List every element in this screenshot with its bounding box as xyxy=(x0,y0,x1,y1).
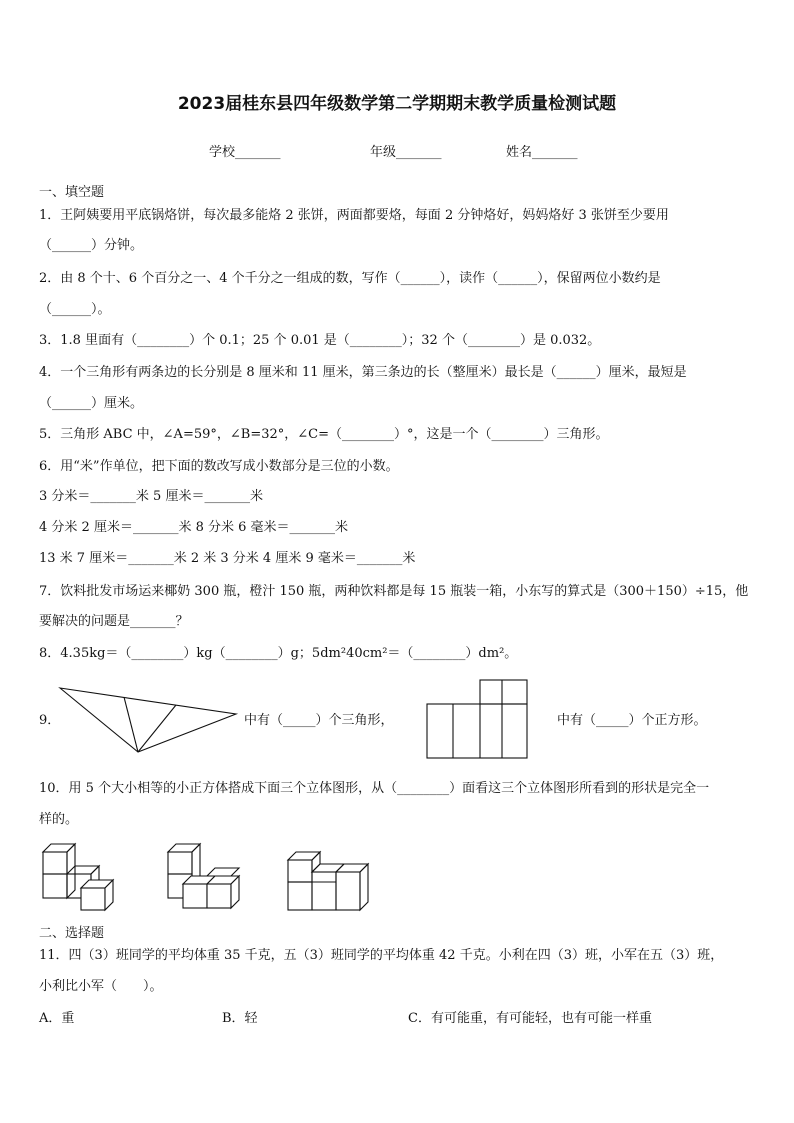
question-5: 5．三角形 ABC 中，∠A=59°，∠B=32°，∠C=（________）°，这是一个（________）三角形。 xyxy=(39,427,609,442)
question-4-line-1: 4．一个三角形有两条边的长分别是 8 厘米和 11 厘米，第三条边的长（整厘米）最长是（______）厘米，最短是 xyxy=(39,365,687,380)
question-9-triangles-text: 中有（_____）个三角形， xyxy=(244,713,394,728)
cube-figure-3 xyxy=(285,848,380,914)
page-title: 2023届桂东县四年级数学第二学期期末教学质量检测试题 xyxy=(177,94,617,114)
question-6-line-1: 6．用“米”作单位，把下面的数改写成小数部分是三位的小数。 xyxy=(39,459,399,474)
cube-figure-2 xyxy=(165,840,260,912)
option-a: A．重 xyxy=(39,1011,75,1026)
grade-field: 年级_______ xyxy=(370,145,442,160)
school-field: 学校_______ xyxy=(209,145,281,160)
question-3: 3．1.8 里面有（________）个 0.1；25 个 0.01 是（________）；32 个（________）是 0.032。 xyxy=(39,333,601,348)
question-9-number: 9． xyxy=(39,713,61,728)
question-2-line-1: 2．由 8 个十、6 个百分之一、4 个千分之一组成的数，写作（______），读作（______），保留两位小数约是 xyxy=(39,271,661,286)
section-multiple-choice: 二、选择题 xyxy=(39,926,105,941)
triangle-figure xyxy=(58,686,238,756)
question-6-row-2: 4 分米 2 厘米＝_______米 8 分米 6 毫米＝_______米 xyxy=(39,520,349,535)
cube-figure-1 xyxy=(40,840,135,912)
question-1-line-2: （______）分钟。 xyxy=(39,238,144,253)
question-6-row-1: 3 分米＝_______米 5 厘米＝_______米 xyxy=(39,489,263,504)
question-8: 8．4.35kg＝（________）kg（________）g；5dm²40cm²＝（________）dm²。 xyxy=(39,646,518,661)
question-4-line-2: （______）厘米。 xyxy=(39,396,144,411)
question-9-squares-text: 中有（_____）个正方形。 xyxy=(557,713,707,728)
question-10-line-1: 10．用 5 个大小相等的小正方体搭成下面三个立体图形，从（________）面看这三个立体图形所看到的形状是完全一 xyxy=(39,781,710,796)
option-b: B．轻 xyxy=(222,1011,258,1026)
name-field: 姓名_______ xyxy=(506,145,578,160)
question-1-line-1: 1．王阿姨要用平底锅烙饼，每次最多能烙 2 张饼，两面都要烙，每面 2 分钟烙好，妈妈烙好 3 张饼至少要用 xyxy=(39,208,669,223)
question-2-line-2: （______）。 xyxy=(39,302,111,317)
question-11-line-2: 小利比小军（ ）。 xyxy=(39,979,163,994)
question-7-line-1: 7．饮料批发市场运来椰奶 300 瓶，橙汁 150 瓶，两种饮料都是每 15 瓶装一箱，小东写的算式是（300＋150）÷15，他 xyxy=(39,584,749,599)
option-c: C．有可能重，有可能轻，也有可能一样重 xyxy=(408,1011,652,1026)
question-6-row-3: 13 米 7 厘米＝_______米 2 米 3 分米 4 厘米 9 毫米＝_______米 xyxy=(39,551,416,566)
question-11-line-1: 11．四（3）班同学的平均体重 35 千克，五（3）班同学的平均体重 42 千克。小利在四（3）班，小军在五（3）班， xyxy=(39,948,724,963)
question-7-line-2: 要解决的问题是_______？ xyxy=(39,614,189,629)
section-fill-in: 一、填空题 xyxy=(39,185,105,200)
squares-figure xyxy=(425,678,530,760)
question-10-line-2: 样的。 xyxy=(39,812,79,827)
